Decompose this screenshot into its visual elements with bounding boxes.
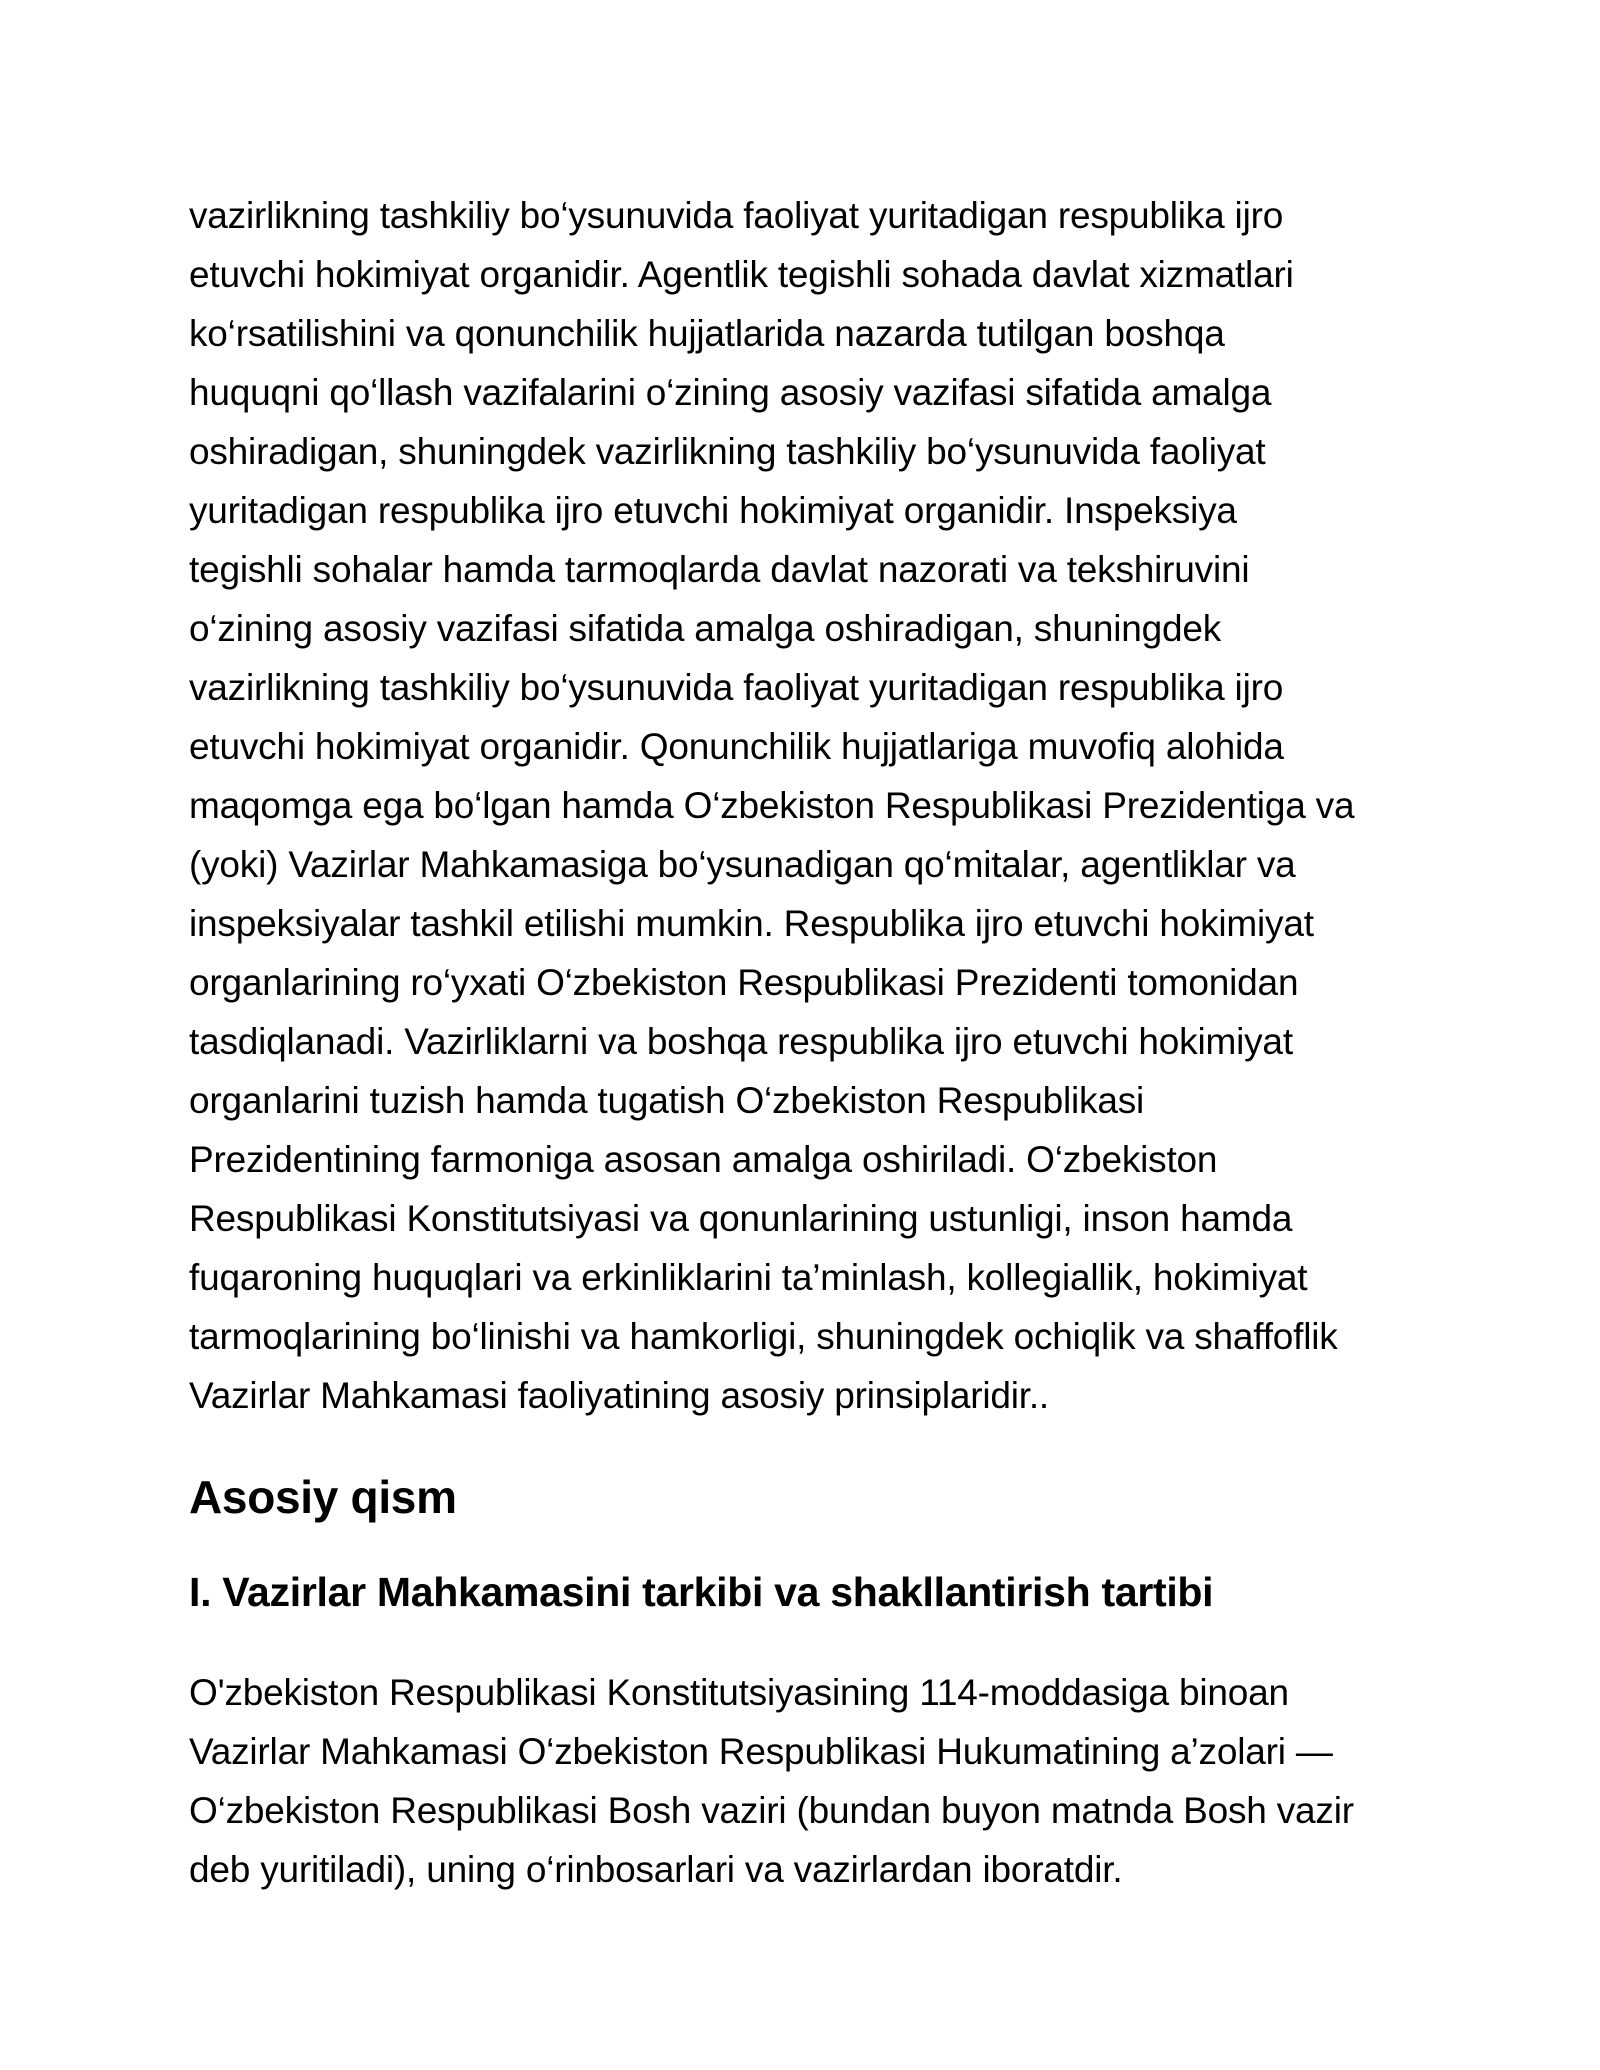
text-line: tasdiqlanadi. Vazirliklarni va boshqa respublika ijro etuvchi hokimiyat [189,1021,1293,1062]
text-line: (yoki) Vazirlar Mahkamasiga bo‘ysunadigan qo‘mitalar, agentliklar va [189,844,1296,885]
text-line: Vazirlar Mahkamasi faoliyatining asosiy prinsiplaridir.. [189,1375,1050,1416]
text-line: tarmoqlarining bo‘linishi va hamkorligi, shuningdek ochiqlik va shaffoflik [189,1316,1338,1357]
text-line: etuvchi hokimiyat organidir. Qonunchilik hujjatlariga muvofiq alohida [189,726,1284,767]
body-paragraph-2 [189,1663,1420,1899]
text-line: organlarini tuzish hamda tugatish O‘zbekiston Respublikasi [189,1080,1145,1121]
text-line: Prezidentining farmoniga asosan amalga oshiriladi. O‘zbekiston [189,1139,1218,1180]
body-paragraph [189,186,1420,1425]
text-line: tegishli sohalar hamda tarmoqlarda davlat nazorati va tekshiruvini [189,549,1250,590]
text-line: O‘zbekiston Respublikasi Bosh vaziri (bundan buyon matnda Bosh vazir [189,1790,1354,1831]
text-line: maqomga ega bo‘lgan hamda O‘zbekiston Respublikasi Prezidentiga va [189,785,1355,826]
main-heading: Asosiy qism [189,1471,457,1523]
text-line: o‘zining asosiy vazifasi sifatida amalga oshiradigan, shuningdek [189,608,1222,649]
text-line: fuqaroning huquqlari va erkinliklarini ta’minlash, kollegiallik, hokimiyat [189,1257,1308,1298]
text-line: vazirlikning tashkiliy bo‘ysunuvida faoliyat yuritadigan respublika ijro [189,667,1284,708]
section-heading: I. Vazirlar Mahkamasini tarkibi va shakllantirish tartibi [189,1569,1214,1615]
text-line: Vazirlar Mahkamasi O‘zbekiston Respublikasi Hukumatining a’zolari — [189,1731,1333,1772]
text-line: organlarining ro‘yxati O‘zbekiston Respublikasi Prezidenti tomonidan [189,962,1299,1003]
text-line: vazirlikning tashkiliy bo‘ysunuvida faoliyat yuritadigan respublika ijro [189,195,1284,236]
text-line: Respublikasi Konstitutsiyasi va qonunlarining ustunligi, inson hamda [189,1198,1293,1239]
text-line: etuvchi hokimiyat organidir. Agentlik tegishli sohada davlat xizmatlari [189,254,1294,295]
text-line: yuritadigan respublika ijro etuvchi hokimiyat organidir. Inspeksiya [189,490,1237,531]
text-line: huquqni qo‘llash vazifalarini o‘zining asosiy vazifasi sifatida amalga [189,372,1272,413]
text-line: deb yuritiladi), uning o‘rinbosarlari va vazirlardan iboratdir. [189,1849,1123,1890]
text-line: O'zbekiston Respublikasi Konstitutsiyasining 114-moddasiga binoan [189,1672,1289,1713]
text-line: inspeksiyalar tashkil etilishi mumkin. Respublika ijro etuvchi hokimiyat [189,903,1314,944]
text-line: ko‘rsatilishini va qonunchilik hujjatlarida nazarda tutilgan boshqa [189,313,1225,354]
text-line: oshiradigan, shuningdek vazirlikning tashkiliy bo‘ysunuvida faoliyat [189,431,1266,472]
